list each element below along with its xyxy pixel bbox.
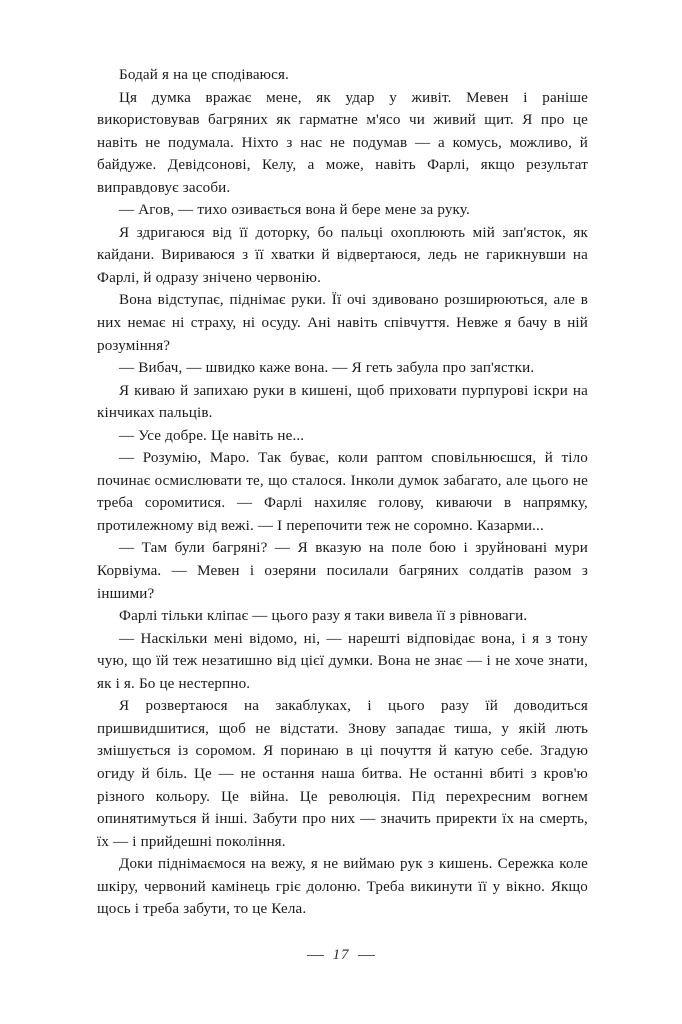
paragraph: Вона відступає, піднімає руки. Її очі здивовано розширюються, але в них немає ні страху, ні осуду. Ані навіть співчуття. Невже я бачу в ній розуміння? <box>97 292 588 354</box>
paragraph: — Вибач, — швидко каже вона. — Я геть забула про зап'ястки. <box>119 360 535 377</box>
page-number: 17 <box>332 947 350 963</box>
body-text-block <box>97 64 588 921</box>
folio-rule-left <box>307 955 324 956</box>
paragraph: Доки піднімаємося на вежу, я не виймаю рук з кишень. Сережка коле шкіру, червоний камінець гріє долоню. Треба викинути її у вікно. Якщо щось і треба забути, то це Кела. <box>97 856 588 918</box>
paragraph: Ця думка вражає мене, як удар у живіт. Мевен і раніше використовував багряних як гарматне м'ясо чи живий щит. Я про це навіть не подумала. Ніхто з нас не подумав — а комусь, можливо, й байдуже. Девідсонові, Келу, а може, навіть Фарлі, якщо результат виправдовує засоби. <box>97 89 588 196</box>
paragraph: — Розумію, Маро. Так буває, коли раптом сповільнюєшся, й тіло починає осмислювати те, що сталося. Інколи думок забагато, але цього не треба соромитися. — Фарлі нахиляє голову, киваючи в напрямку, протилежному від вежі. — І перепочити теж не соромно. Казарми... <box>97 450 588 534</box>
paragraph: Я здригаюся від її доторку, бо пальці охоплюють мій зап'ясток, як кайдани. Вириваюся з її хватки й відвертаюся, ледь не гарикнувши на Фарлі, й одразу знічено червонію. <box>97 224 588 286</box>
paragraph: Я розвертаюся на закаблуках, і цього разу їй доводиться пришвидшитися, щоб не відстати. Знову западає тиша, у якій лють змішується із соромом. Я поринаю в ці почуття й катую себе. Згадую огиду й біль. Це — не остання наша битва. Не останні вбиті з кров'ю різного кольору. Це війна. Це революція. Під перехресним вогнем опинятимуться й інші. Забути про них — значить приректи їх на смерть, їх — і прийдешні покоління. <box>97 698 588 850</box>
folio-rule-right <box>358 955 375 956</box>
page-folio <box>0 946 682 965</box>
paragraph: — Агов, — тихо озивається вона й бере мене за руку. <box>119 202 470 219</box>
paragraph: — Там були багряні? — Я вказую на поле бою і зруйновані мури Корвіума. — Мевен і озеряни посилали багряних солдатів разом з іншими? <box>97 540 588 602</box>
paragraph: Фарлі тільки кліпає — цього разу я таки вивела її з рівноваги. <box>119 608 528 625</box>
paragraph: Бодай я на це сподіваюся. <box>119 67 289 83</box>
paragraph: Я киваю й запихаю руки в кишені, щоб приховати пурпурові іскри на кінчиках пальців. <box>97 382 588 422</box>
paragraph: — Наскільки мені відомо, ні, — нарешті відповідає вона, і я з тону чую, що їй теж незатишно від цієї думки. Вона не знає — і не хоче знати, як і я. Бо це нестерпно. <box>97 630 588 692</box>
paragraph: — Усе добре. Це навіть не... <box>119 427 305 444</box>
